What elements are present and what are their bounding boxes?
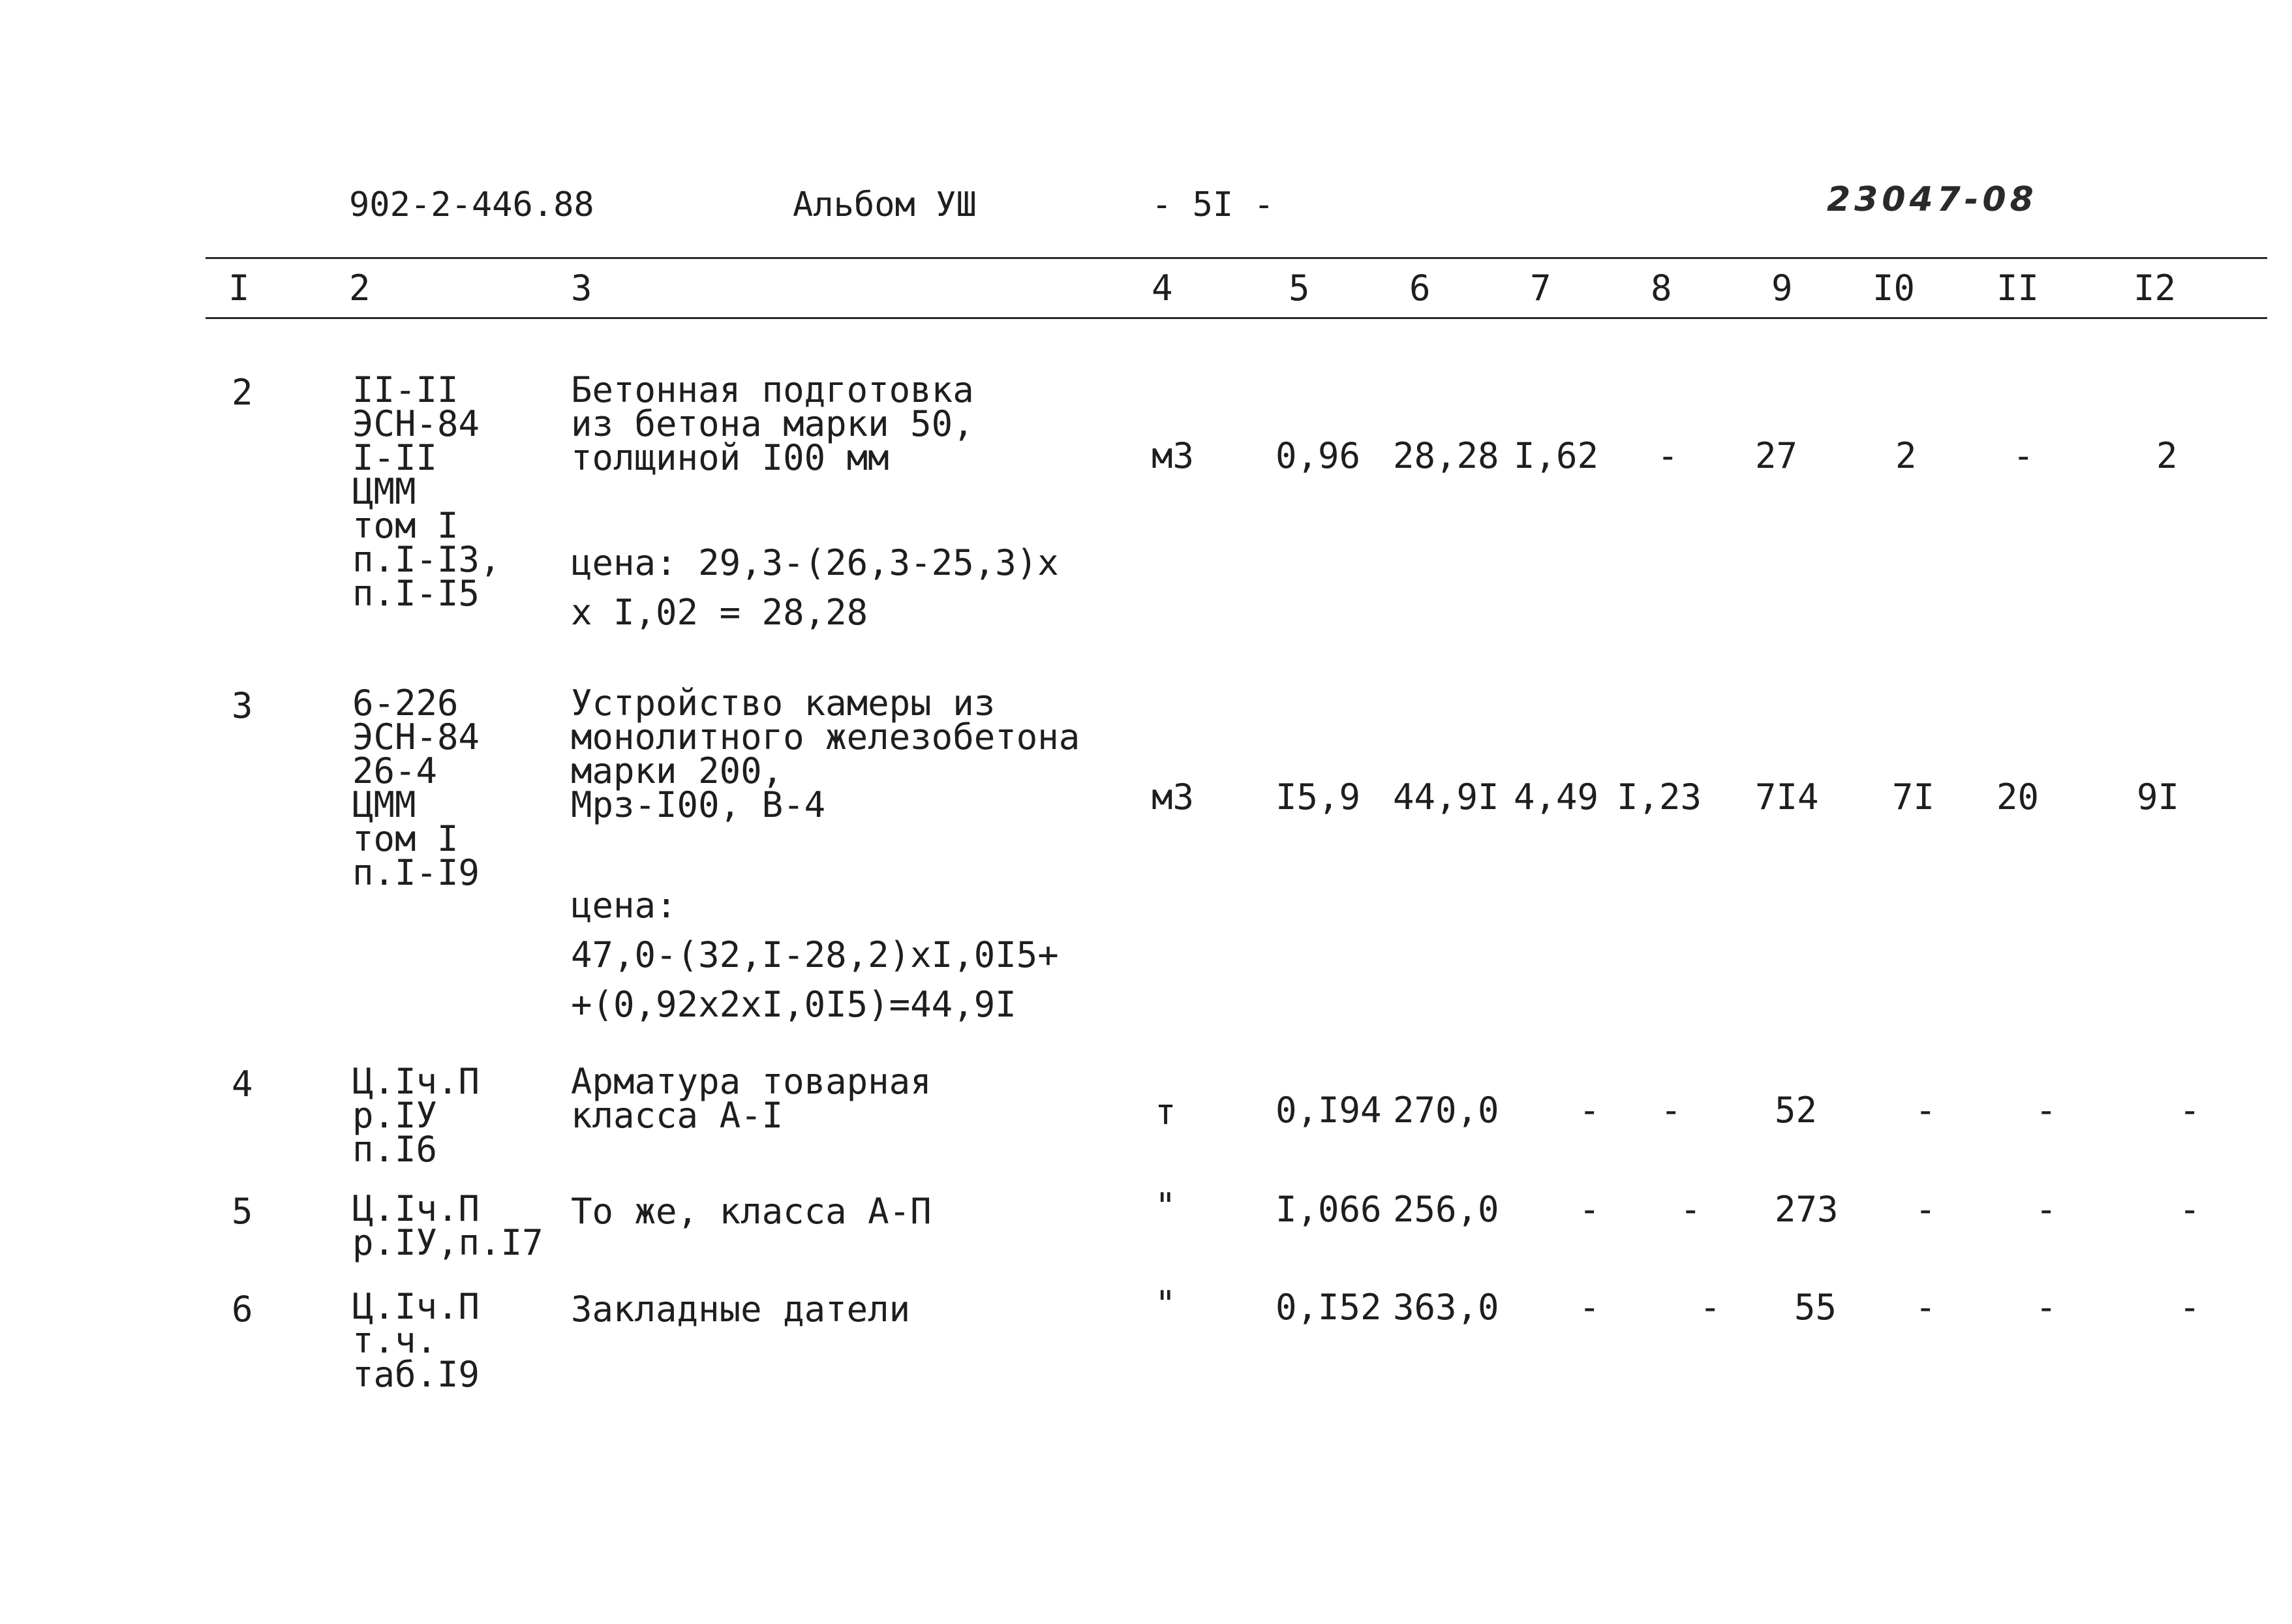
row-2-col11: - [2013,435,2034,476]
row-2-number: 2 [232,372,253,413]
row-3-price-formula: цена: 47,0-(32,I-28,2)хI,0I5+ +(0,92х2хI,0I5)=44,9I [571,885,1059,1025]
row-5-col5: I,066 [1276,1189,1382,1230]
row-3-col11: 20 [1996,776,2040,818]
table-header-rule [206,317,2267,319]
row-2-col7: I,62 [1514,435,1599,476]
row-2-description: Бетонная подготовка из бетона марки 50, толщиной I00 мм [571,369,974,478]
row-5-unit: " [1155,1186,1176,1227]
row-4-col10: - [1915,1090,1936,1131]
row-6-number: 6 [232,1289,253,1330]
row-4-col6: 270,0 [1393,1090,1499,1131]
row-3-col9: 7I4 [1755,776,1819,818]
row-4-col9: 52 [1775,1090,1818,1131]
page-number: - 5I - [1152,185,1274,224]
column-header-7: 7 [1530,268,1551,309]
column-header-5: 5 [1289,268,1310,309]
column-header-4: 4 [1152,268,1173,309]
row-5-reference: Ц.Iч.П р.IУ,п.I7 [352,1188,543,1263]
row-4-col5: 0,I94 [1276,1090,1382,1131]
row-3-col6: 44,9I [1393,776,1499,818]
row-6-col8: - [1700,1287,1721,1328]
row-5-col11: - [2036,1189,2057,1230]
column-header-3: 3 [571,268,592,309]
row-3-col7: 4,49 [1514,776,1599,818]
handwritten-stamp: 23047-08 [1827,180,2038,219]
row-6-col9: 55 [1794,1287,1837,1328]
row-3-col8: I,23 [1617,776,1702,818]
row-2-price-formula: цена: 29,3-(26,3-25,3)х х I,02 = 28,28 [571,542,1059,633]
row-2-col9: 27 [1755,435,1798,476]
row-6-col12: - [2179,1287,2201,1328]
row-6-col11: - [2036,1287,2057,1328]
row-3-col5: I5,9 [1276,776,1361,818]
row-5-col9: 273 [1775,1189,1839,1230]
row-6-col7: - [1579,1287,1600,1328]
row-5-description: То же, класса А-П [571,1191,932,1232]
row-2-unit: м3 [1152,435,1195,476]
row-5-col10: - [1915,1189,1936,1230]
column-header-2: 2 [349,268,371,309]
row-5-col7: - [1579,1189,1600,1230]
row-5-number: 5 [232,1191,253,1232]
row-4-col11: - [2036,1090,2057,1131]
row-4-reference: Ц.Iч.П р.IУ п.I6 [352,1061,480,1170]
row-6-unit: " [1155,1283,1176,1325]
row-4-col8: - [1660,1090,1682,1131]
row-2-col6: 28,28 [1393,435,1499,476]
row-6-col5: 0,I52 [1276,1287,1382,1328]
table-top-rule [206,257,2267,259]
row-2-col12: 2 [2156,435,2178,476]
row-5-col6: 256,0 [1393,1189,1499,1230]
album-label: Альбом УШ [793,185,977,224]
column-header-12: I2 [2133,268,2177,309]
row-5-col12: - [2179,1189,2201,1230]
row-3-number: 3 [232,685,253,726]
row-6-col6: 363,0 [1393,1287,1499,1328]
row-2-col10: 2 [1895,435,1917,476]
column-header-1: I [228,268,250,309]
column-header-11: II [1996,268,2040,309]
row-3-reference: 6-226 ЭСН-84 26-4 ЦММ том I п.I-I9 [352,682,480,893]
row-6-description: Закладные датели [571,1289,911,1330]
column-header-6: 6 [1409,268,1431,309]
row-4-col12: - [2179,1090,2201,1131]
row-2-col8: - [1657,435,1679,476]
row-4-col7: - [1579,1090,1600,1131]
row-3-col12: 9I [2137,776,2180,818]
column-header-9: 9 [1771,268,1793,309]
row-6-col10: - [1915,1287,1936,1328]
row-5-col8: - [1680,1189,1702,1230]
row-3-col10: 7I [1892,776,1935,818]
row-3-description: Устройство камеры из монолитного железобетона марки 200, Мрз-I00, В-4 [571,682,1080,825]
column-header-10: I0 [1872,268,1916,309]
row-4-number: 4 [232,1064,253,1105]
document-code: 902-2-446.88 [349,185,594,224]
row-3-unit: м3 [1152,776,1195,818]
row-6-reference: Ц.Iч.П т.ч. таб.I9 [352,1286,480,1395]
row-4-unit: т [1155,1092,1176,1133]
column-header-8: 8 [1651,268,1672,309]
row-2-col5: 0,96 [1276,435,1361,476]
row-2-reference: II-II ЭСН-84 I-II ЦММ том I п.I-I3, п.I-I5 [352,369,501,614]
row-4-description: Арматура товарная класса А-I [571,1061,932,1136]
